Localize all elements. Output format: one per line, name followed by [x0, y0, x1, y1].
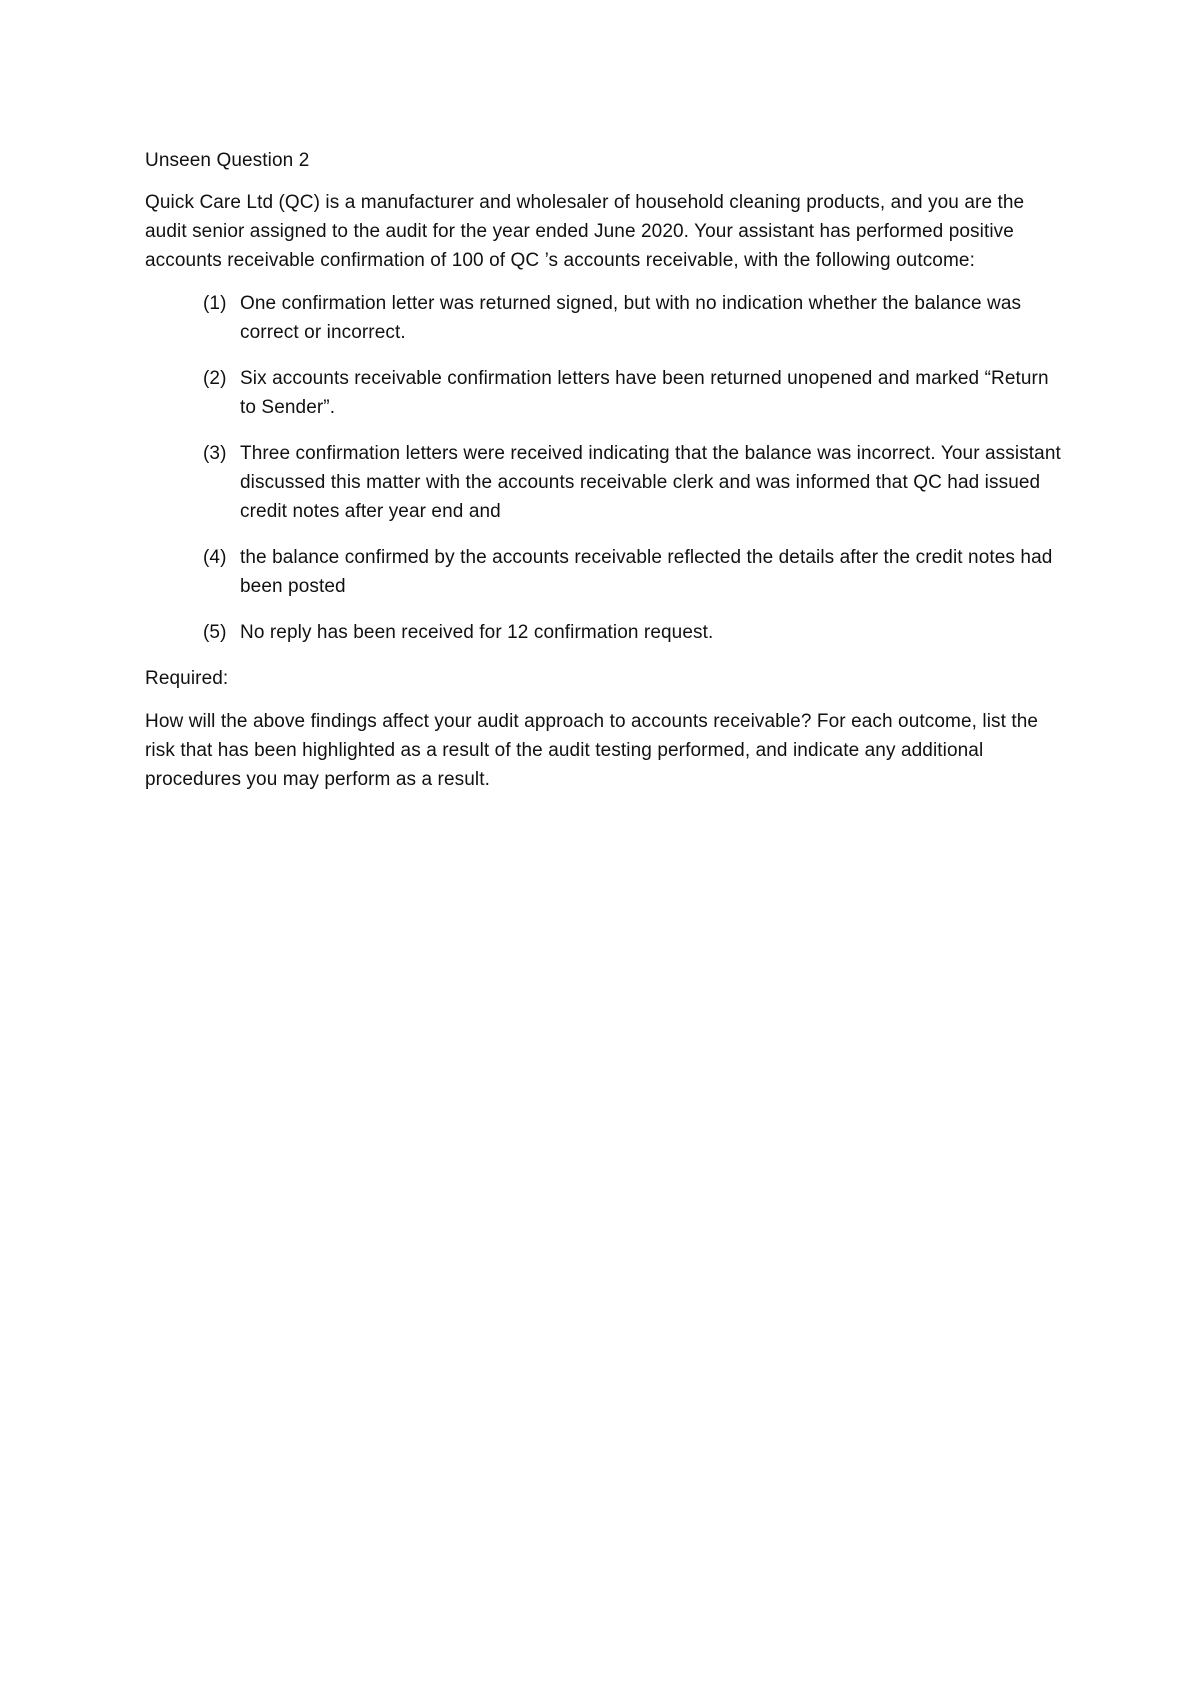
- outcome-text: the balance confirmed by the accounts receivable reflected the details after the credit notes had been posted: [240, 547, 1053, 597]
- outcome-number: (5): [203, 622, 227, 643]
- outcome-text: One confirmation letter was returned signed, but with no indication whether the balance was correct or incorrect.: [240, 293, 1022, 343]
- required-label: Required:: [145, 668, 229, 689]
- outcome-text: Six accounts receivable confirmation letters have been returned unopened and marked “Return to Sender”.: [240, 368, 1049, 418]
- outcome-text: Three confirmation letters were received indicating that the balance was incorrect. Your assistant discussed this matter with the accounts receivable clerk and was informed that QC had issued credit notes after year end and: [240, 443, 1061, 522]
- question-paragraph: How will the above findings affect your audit approach to accounts receivable? For each outcome, list the risk that has been highlighted as a result of the audit testing performed, and indicate any additional procedures you may perform as a result.: [145, 711, 1039, 790]
- list-item: [145, 289, 1065, 347]
- outcome-number: (1): [203, 293, 227, 314]
- list-item: [145, 364, 1065, 422]
- outcome-list: [145, 289, 1065, 647]
- outcome-number: (3): [203, 443, 227, 464]
- intro-paragraph: Quick Care Ltd (QC) is a manufacturer and wholesaler of household cleaning products, and you are the audit senior assigned to the audit for the year ended June 2020. Your assistant has performed positive accounts receivable confirmation of 100 of QC ’s accounts receivable, with the following outcome:: [145, 192, 1025, 271]
- outcome-number: (4): [203, 547, 227, 568]
- list-item: [145, 439, 1065, 526]
- document-body: [145, 146, 1065, 794]
- list-item: [145, 618, 1065, 647]
- list-item: [145, 543, 1065, 601]
- outcome-text: No reply has been received for 12 confirmation request.: [240, 622, 714, 643]
- document-heading: Unseen Question 2: [145, 150, 310, 171]
- outcome-number: (2): [203, 368, 227, 389]
